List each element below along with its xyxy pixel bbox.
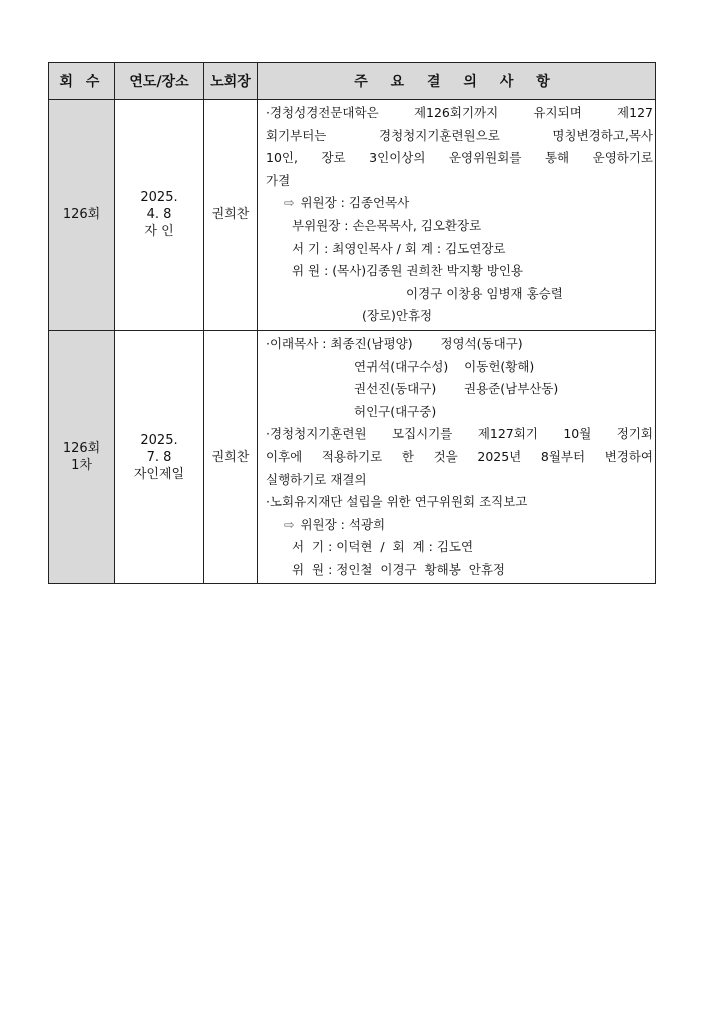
resolution-line: ·노회유지재단 설립을 위한 연구위원회 조직보고 bbox=[266, 494, 528, 510]
header-row bbox=[49, 63, 656, 100]
resolution-line: 서 기 : 최영인목사 / 회 계 : 김도연장로 bbox=[292, 240, 506, 256]
resolution-line: ·이래목사 : 최종진(남평양) 정영석(동대구) bbox=[266, 335, 523, 351]
resolution-line: 회기부터는 경청청지기훈련원으로 명칭변경하고,목사 bbox=[266, 127, 653, 143]
resolution-cell bbox=[258, 100, 656, 331]
resolution-line: ⇨ 위원장 : 김종언목사 bbox=[284, 195, 410, 211]
resolution-line: ⇨ 위원장 : 석광희 bbox=[284, 516, 386, 532]
table-row bbox=[49, 330, 656, 584]
session-cell: 126회 1차 bbox=[49, 330, 115, 584]
resolutions-table bbox=[48, 62, 656, 584]
resolution-line: 이후에 적용하기로 한 것을 2025년 8월부터 변경하여 bbox=[266, 448, 653, 464]
resolution-line: 권선진(동대구) 권용준(남부산동) bbox=[354, 381, 559, 397]
header-session: 회 수 bbox=[49, 63, 115, 100]
header-chair: 노회장 bbox=[204, 63, 258, 100]
resolution-line: 연귀석(대구수성) 이동헌(황해) bbox=[354, 358, 535, 374]
resolution-line: 부위원장 : 손은목목사, 김오환장로 bbox=[292, 217, 482, 233]
arrow-right-icon: ⇨ bbox=[284, 195, 295, 211]
resolution-line: 실행하기로 재결의 bbox=[266, 471, 367, 487]
session-cell: 126회 bbox=[49, 100, 115, 331]
resolution-line: 이경구 이창용 임병재 홍승렬 bbox=[406, 285, 563, 301]
resolution-line: 가결 bbox=[266, 172, 291, 188]
header-date-place: 연도/장소 bbox=[115, 63, 204, 100]
date-place-cell: 2025. 7. 8 자인제일 bbox=[115, 330, 204, 584]
table-row bbox=[49, 100, 656, 331]
chair-cell: 권희찬 bbox=[204, 330, 258, 584]
date-place-cell: 2025. 4. 8 자 인 bbox=[115, 100, 204, 331]
resolution-line: 10인, 장로 3인이상의 운영위원회를 통해 운영하기로 bbox=[266, 150, 653, 166]
resolution-cell bbox=[258, 330, 656, 584]
resolution-line: 위 원 : (목사)김종원 권희찬 박지황 방인용 bbox=[292, 263, 524, 279]
resolution-line: 위 원 : 정인철 이경구 황해봉 안휴정 bbox=[292, 561, 505, 577]
resolution-line: 허인구(대구중) bbox=[354, 403, 437, 419]
arrow-right-icon: ⇨ bbox=[284, 516, 295, 532]
resolution-line: ·경청성경전문대학은 제126회기까지 유지되며 제127 bbox=[266, 105, 653, 120]
resolution-line: ·경청청지기훈련원 모집시기를 제127회기 10월 정기회 bbox=[266, 426, 653, 442]
resolution-line: (장로)안휴정 bbox=[362, 308, 433, 324]
resolution-line: 서 기 : 이덕현 / 회 계 : 김도연 bbox=[292, 539, 474, 555]
header-resolutions: 주 요 결 의 사 항 bbox=[258, 63, 656, 100]
chair-cell: 권희찬 bbox=[204, 100, 258, 331]
